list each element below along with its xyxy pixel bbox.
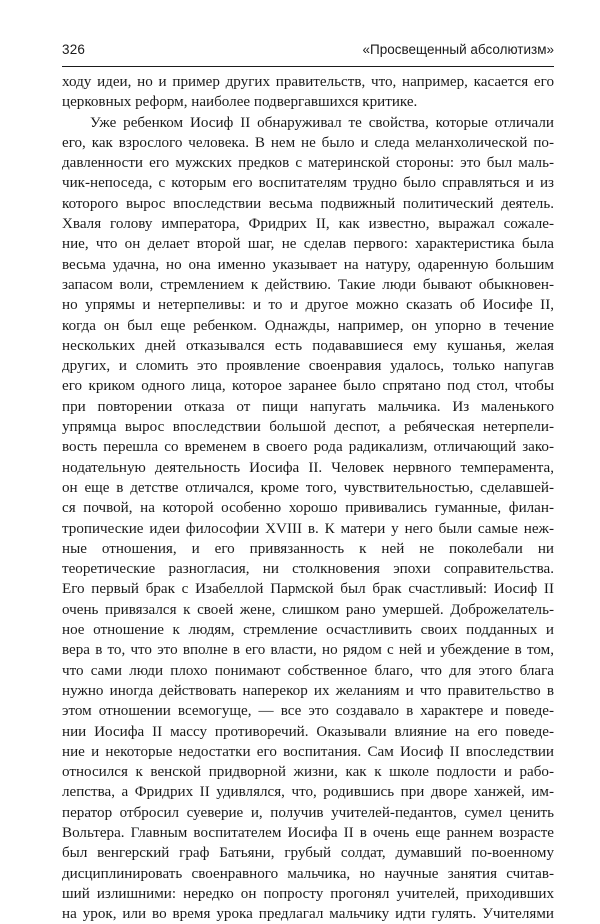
text-line: очень привязался к своей жене, слишком рано умершей. Доброжелатель- [62,601,554,618]
text-line: лепства, а Фридрих II удивлялся, что, родившись при дворе ханжей, им- [62,784,554,801]
text-line: церковных реформ, наиболее подвергавшихся критике. [62,94,418,111]
text-line: которого вырос впоследствии весьма подвижный политический деятель. [62,195,554,212]
text-line: чик-непоседа, с которым его воспитателям трудно было справляться и из [62,175,554,192]
text-line: когда он был еще ребенком. Однажды, например, он упорно в течение [62,317,554,334]
text-line: нескольких дней отказывался есть подававшиеся ему кушанья, желая [62,337,554,354]
text-line: он еще в детстве отличался, кроме того, чувствительностью, сделавшей- [62,479,554,496]
page-header [62,42,554,62]
text-line: давленности его мужских предков с материнской стороны: это был маль- [62,155,554,172]
text-line: нужно иногда действовать наперекор их желаниям и что правительство в [62,682,554,699]
text-line: весьма удачна, но она именно указывает на натуру, одаренную большим [62,256,554,273]
text-line: его криком одного лица, которое заранее было спрятано под стол, чтобы [62,378,554,395]
text-line: тропические идеи философии XVIII в. К матери у него были самые неж- [62,520,554,537]
text-line: упрямца вырос впоследствии большой деспот, а ребяческая нетерпели- [62,419,554,436]
text-line: этом отношении всемогуще, — все это создавало в характере и поведе- [62,703,554,720]
header-rule [62,66,554,67]
running-title: «Просвещенный абсолютизм» [362,42,554,57]
text-line: Вольтера. Главным воспитателем Иосифа II в очень еще раннем возрасте [62,824,554,841]
text-line: ператор отбросил суеверие и, получив учителей-педантов, сумел ценить [62,804,554,821]
text-line: ся почвой, на которой особенно хорошо прививались гуманные, филан- [62,500,554,517]
text-line: нодательную деятельность Иосифа II. Человек нервного темперамента, [62,459,554,476]
page-number: 326 [62,42,86,57]
text-line: теоретические разногласия, ни столкновения эпохи соправительства. [62,561,554,578]
text-line: Его первый брак с Изабеллой Пармской был брак счастливый: Иосиф II [62,581,554,598]
text-line: нии Иосифа II массу противоречий. Оказывали влияние на его поведе- [62,723,554,740]
text-line: ние, что он делает второй шаг, не сделав первого: характеристика была [62,236,554,253]
text-line: Хваля голову императора, Фридрих II, как известно, выражал сожале- [62,216,554,233]
text-line: ные отношения, и его привязанность к ней не поколебали ни [62,540,554,557]
text-line: ходу идеи, но и пример других правительств, что, например, касается его [62,74,554,90]
text-line: на урок, или во время урока предлагал мальчику идти гулять. Учителями [62,906,554,923]
text-line: других, и сломить это проявление своенравия удалось, только напугав [62,358,554,375]
text-line: относился к венской придворной жизни, как к школе подлости и рабо- [62,764,554,781]
text-line: вость перешла со временем в своего рода радикализм, отличающий зако- [62,439,554,456]
text-line: при повторении отказа от пищи напугать мальчика. Из маленького [62,398,554,415]
text-line: дисциплинировать своенравного мальчика, но научные занятия считав- [62,865,554,882]
text-line: ший излишними: нередко он попросту прогонял учителей, приходивших [62,885,554,902]
text-line: запасом воли, стремлением к действию. Такие люди бывают обыкновен- [62,276,554,293]
text-line: но упрямы и нетерпеливы: и то и другое можно сказать об Иосифе II, [62,297,554,314]
text-line: его, как взрослого человека. В нем не было и следа меланхолической по- [62,134,554,151]
text-line: ное отношение к людям, стремление осчастливить своих подданных и [62,622,554,639]
text-line: вера в то, что это вполне в его власти, но рядом с ней и убеждение в том, [62,642,554,659]
text-line: был венгерский граф Батьяни, грубый солдат, думавший по-военному [62,845,554,862]
text-line: Уже ребенком Иосиф II обнаруживал те свойства, которые отличали [90,114,554,131]
text-line: что сами люди плохо понимают собственное благо, что для этого блага [62,662,554,679]
body-text [62,72,554,924]
text-line: ние и некоторые недостатки его воспитания. Сам Иосиф II впоследствии [62,743,554,760]
